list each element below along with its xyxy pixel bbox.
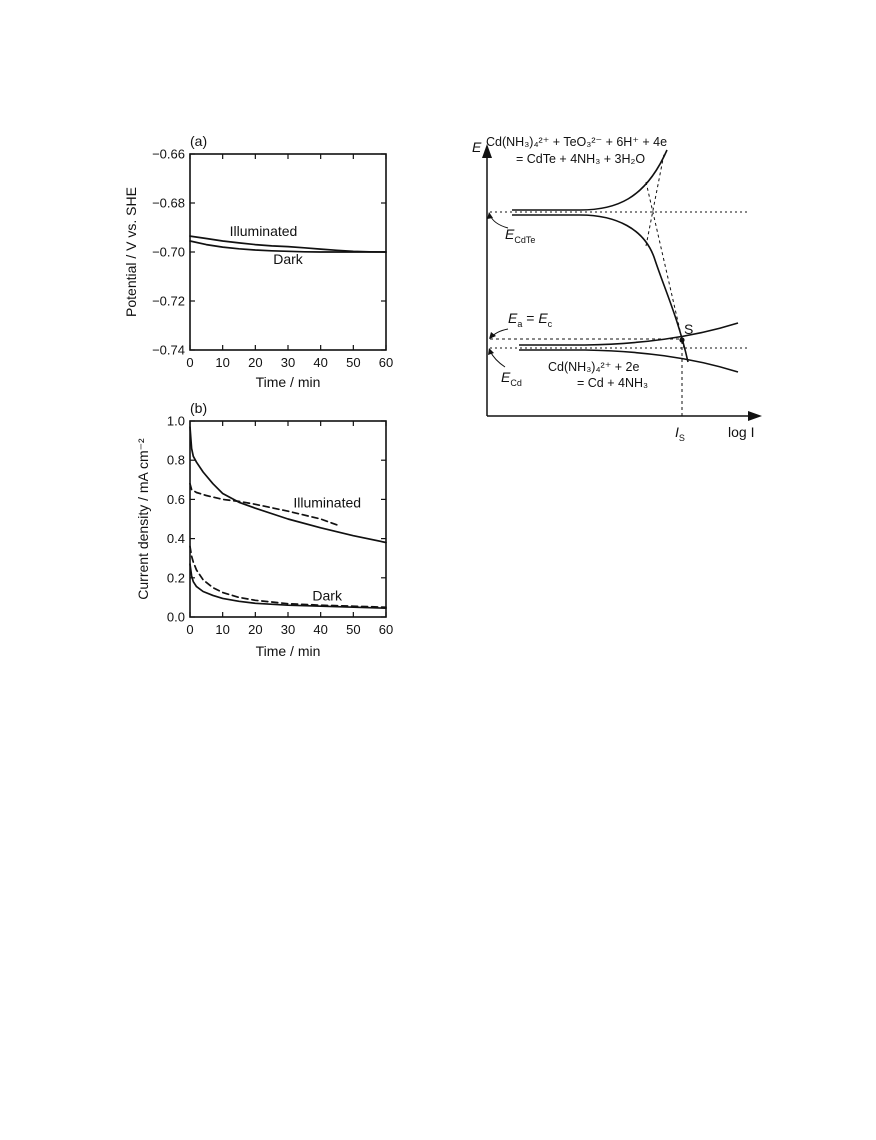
annotation-illuminated: Illuminated [229,223,298,240]
panel-b-x-tick-label: 0 [186,622,194,637]
panel-a-x-tick-label: 50 [346,355,361,370]
panel-b-x-tick-label: 40 [313,622,328,637]
panel-a-y-tick-label: −0.72 [152,293,185,309]
panel-a-x-tick-label: 0 [186,355,194,370]
ea-ec-pointer-head [489,332,496,339]
panel-a-y-tick-label: −0.74 [152,342,185,358]
panel-b-y-tick-label: 1.0 [166,413,185,429]
panel-b-y-tick-label: 0.4 [166,531,185,547]
cdte-equation-line2: = CdTe + 4NH₃ + 3H₂O [516,152,646,166]
series-line-illuminated-solid [190,427,386,543]
cdte-anodic-tafel-line [646,154,664,246]
ea-equals-ec-label: $E_a = E_c$ [508,310,553,329]
panel-b-y-tick-label: 0.2 [166,570,185,586]
panel-b-label: (b) [190,400,208,416]
panel-b-x-tick-label: 60 [378,622,394,637]
panel-a-x-tick-label: 10 [215,355,230,370]
diagram-x-arrowhead [748,411,762,421]
diagram-labels [472,135,754,443]
ecd-pointer-head [488,348,494,355]
panel-a-x-tick-label: 20 [248,355,263,370]
cdte-equation-line1: Cd(NH₃)₄²⁺ + TeO₃²⁻ + 6H⁺ + 4e [486,135,668,149]
panel-b-x-tick-label: 50 [346,622,361,637]
cdte-cathodic-tafel-line [646,182,684,348]
potential-time-chart [123,133,393,390]
point-s-marker [679,337,684,342]
panel-b-x-tick-label: 10 [215,622,230,637]
cd-equation-line2: = Cd + 4NH₃ [577,376,649,390]
panel-a-x-tick-label: 40 [313,355,328,370]
panel-b-y-axis-title: Current density / mA cm⁻² [135,438,151,600]
point-s-label: S [684,321,694,337]
series-line-dark-solid [190,564,386,608]
cd-equation-line1: Cd(NH₃)₄²⁺ + 2e [548,360,640,374]
panel-a-y-axis-title: Potential / V vs. SHE [123,187,139,317]
panel-b-y-tick-label: 0.0 [166,609,185,625]
panel-a-y-tick-label: −0.68 [152,195,185,211]
annotation-illuminated: Illuminated [293,494,362,511]
panel-a-x-tick-label: 30 [280,355,296,370]
panel-a-x-tick-label: 60 [378,355,394,370]
ecd-label: $E_{Cd}$ [501,369,522,388]
current-density-time-chart [135,400,393,659]
diagram-x-axis-label: log I [728,424,755,440]
annotation-dark: Dark [312,587,342,604]
panel-a-label: (a) [190,133,208,149]
panel-a-y-tick-label: −0.70 [152,244,185,260]
panel-a-y-tick-label: −0.66 [152,146,185,162]
panel-b-y-tick-label: 0.8 [166,452,185,468]
is-label: $I_S$ [675,424,685,443]
ecdte-label: $E_{CdTe}$ [505,226,536,245]
ecdte-pointer-head [487,212,493,219]
panel-a-x-axis-title: Time / min [255,374,321,390]
diagram-y-axis-label: E [472,139,482,155]
panel-b-x-axis-title: Time / min [255,643,321,659]
panel-b-y-tick-label: 0.6 [166,491,185,507]
panel-b-x-tick-label: 20 [248,622,263,637]
panel-b-x-tick-label: 30 [280,622,296,637]
annotation-dark: Dark [273,250,303,267]
